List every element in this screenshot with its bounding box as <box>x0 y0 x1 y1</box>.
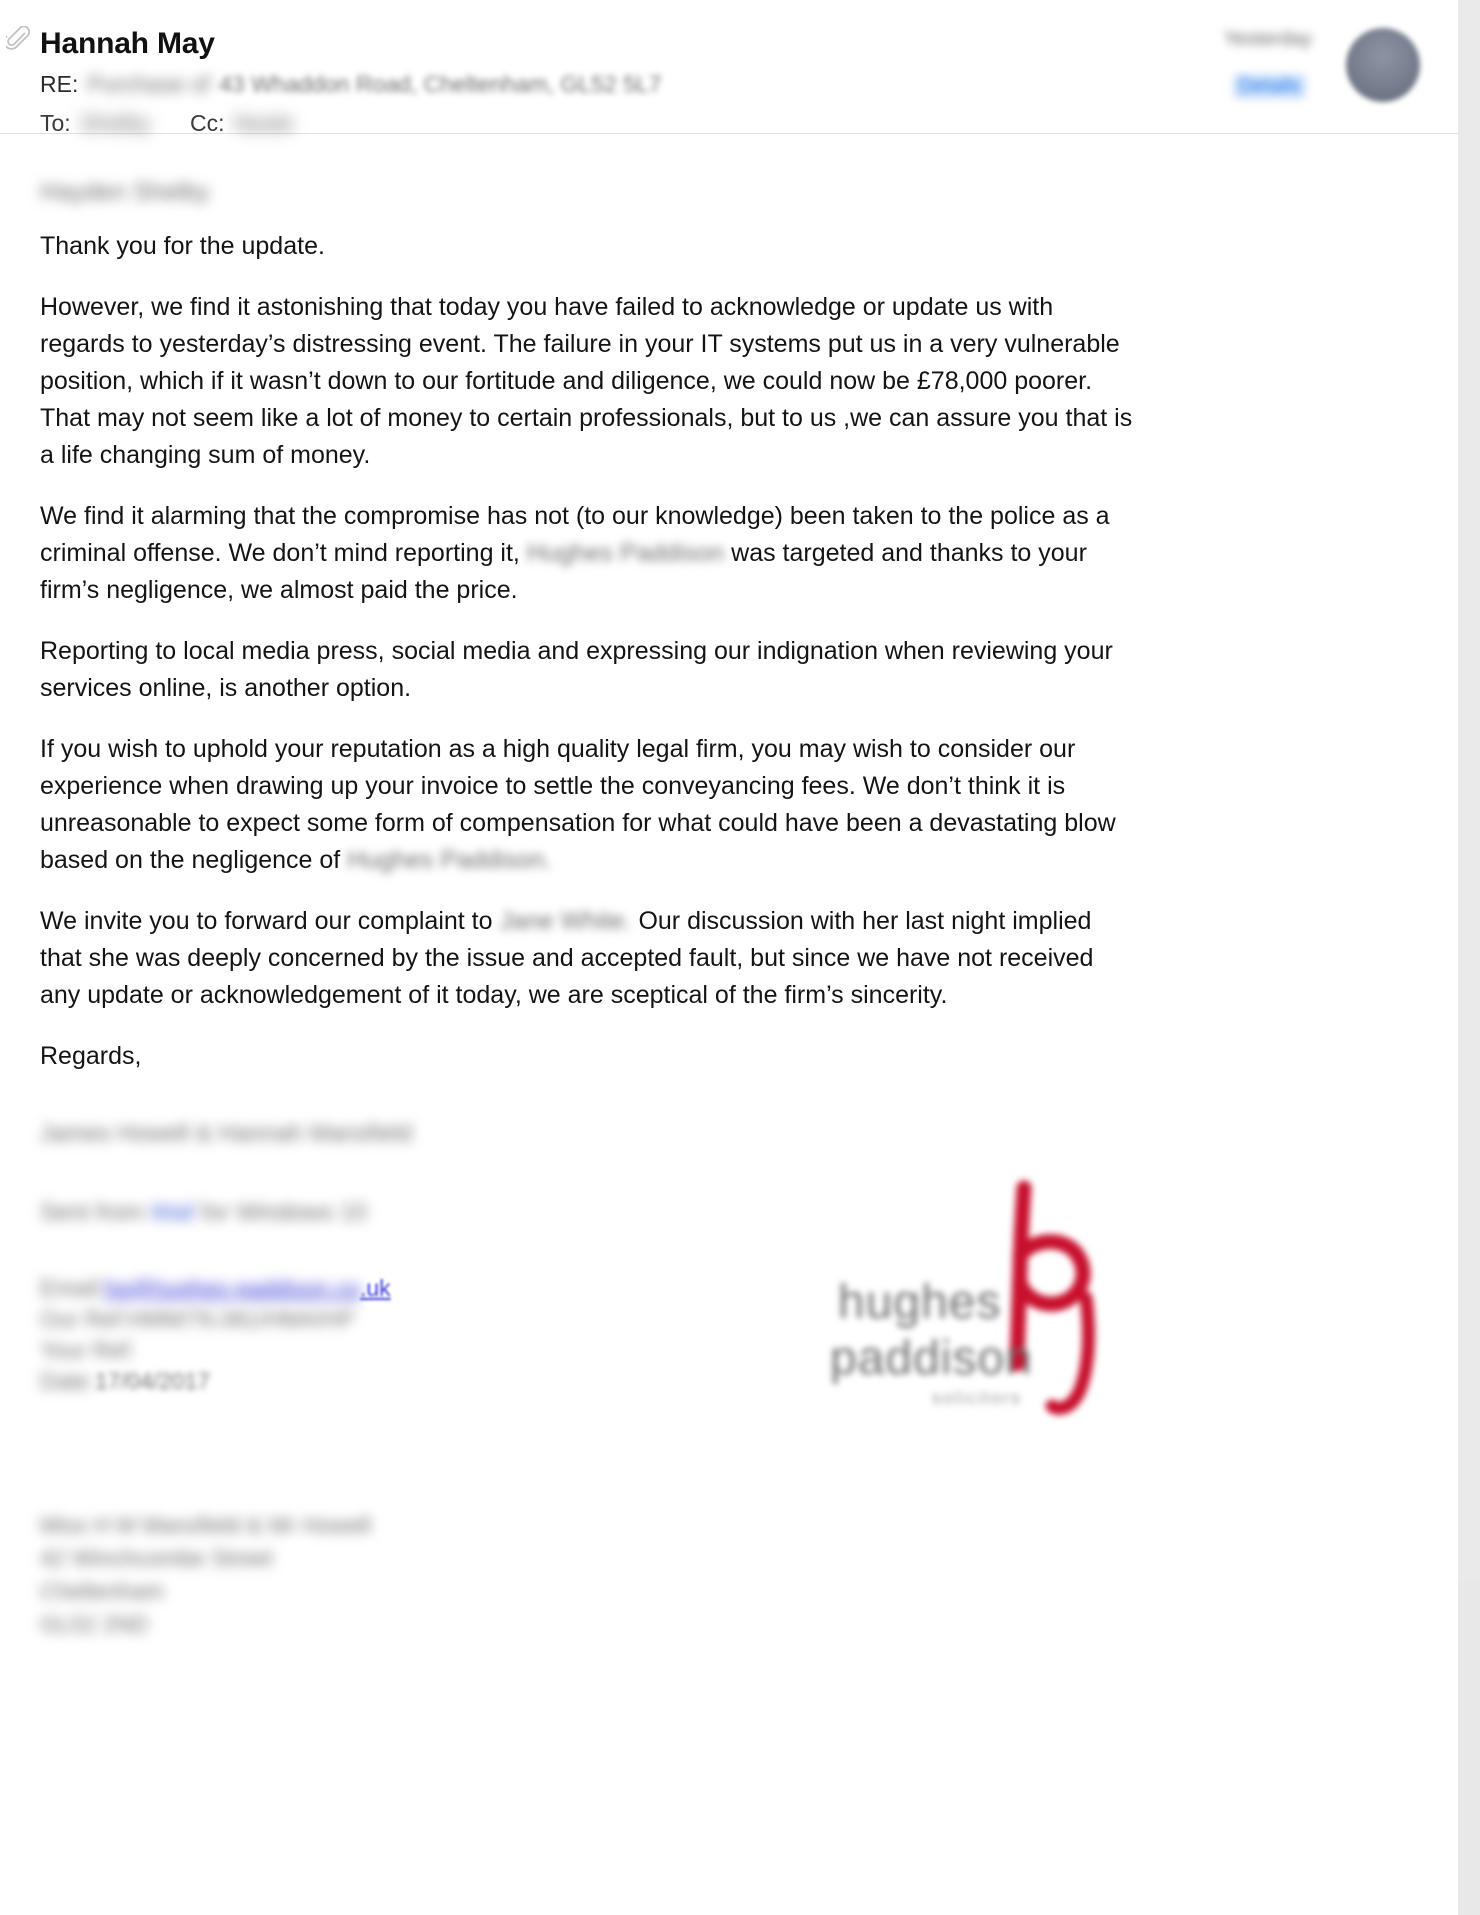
signature-details <box>40 1273 1418 1397</box>
address-line-text: 42 Winchcombe Street <box>40 1545 273 1571</box>
scroll-gutter[interactable] <box>1458 0 1480 1915</box>
email-address-link[interactable]: hp@hughes-paddison.co <box>103 1275 360 1301</box>
message-header <box>0 0 1458 134</box>
salutation <box>40 174 1418 204</box>
your-ref-label: Your Ref: <box>40 1337 136 1363</box>
paragraph-reporting: Reporting to local media press, social media and expressing our indignation when reviewing your services online, is another option. <box>40 637 1113 702</box>
signature-email-row <box>40 1273 1418 1304</box>
salutation-text: Hayden Shelby <box>40 178 210 206</box>
paragraph-alarming-part2: was targeted and thanks to your firm’s negligence, we almost paid the price. <box>40 539 1087 604</box>
paragraph-alarming <box>40 498 1138 609</box>
subject-label: RE: <box>40 70 79 97</box>
paragraph-uphold <box>40 731 1138 879</box>
address-line <box>40 1608 1418 1641</box>
address-line-text: Cheltenham <box>40 1578 165 1604</box>
address-line-text: GL52 2ND <box>40 1611 149 1637</box>
to-label: To: <box>40 109 71 136</box>
to-value[interactable]: Shelby <box>79 109 151 136</box>
paragraph-invite-part1: We invite you to forward our complaint to <box>40 907 500 935</box>
cc-label: Cc: <box>190 109 225 136</box>
paragraph-invite-part2: Our discussion with her last night implied that she was deeply concerned by the issue and accepted fault, but since we have not received any update or acknowledgement of it today, we are sceptical of the firm’s sincerity. <box>40 907 1094 1009</box>
message-timestamp: Yesterday <box>1223 28 1312 50</box>
paragraph-thanks: Thank you for the update. <box>40 232 325 260</box>
paragraph-however: However, we find it astonishing that today you have failed to acknowledge or update us with regards to yesterday’s distressing event. The failure in your IT systems put us in a very vulnerable position, which if it wasn’t down to our fortitude and diligence, we could now be £78,000 poorer. That may not seem like a lot of money to certain professionals, but to us ,we can assure you that is a life changing sum of money. <box>40 293 1133 469</box>
svg-text:hughes: hughes <box>838 1276 1002 1329</box>
email-label: Email: <box>40 1275 104 1301</box>
sent-from-app: Mail <box>150 1199 195 1226</box>
paragraph-alarming-part1: We find it alarming that the compromise has not (to our knowledge) been taken to the police as a criminal offense. We don’t mind reporting it, <box>40 502 1110 567</box>
address-line <box>40 1575 1418 1608</box>
avatar[interactable] <box>1346 28 1420 102</box>
sender-name: Hannah May <box>40 27 215 60</box>
scrollbar-track[interactable] <box>1458 0 1480 1580</box>
subject-text: 43 Whaddon Road, Cheltenham, GL52 5L7 <box>219 70 662 97</box>
date-value: 17/04/2017 <box>94 1368 211 1394</box>
header-meta <box>1102 14 1432 124</box>
message-body <box>0 174 1458 1641</box>
closing-regards: Regards, <box>40 1042 142 1070</box>
date-label: Date: <box>40 1368 95 1394</box>
subject-redacted-prefix: Purchase of <box>87 70 211 97</box>
address-line <box>40 1542 1418 1575</box>
address-line-text: Miss H M Mansfield & Mr Howell <box>40 1512 371 1538</box>
paragraph-uphold-redaction: Hughes Paddison. <box>347 846 552 874</box>
signature-sent-from <box>40 1194 1418 1231</box>
hughes-paddison-logo <box>828 1178 1128 1428</box>
signature-your-ref-row <box>40 1335 1418 1366</box>
signature-names-text: James Howell & Hannah Mansfield <box>40 1120 413 1147</box>
email-address-suffix[interactable]: .uk <box>360 1275 391 1301</box>
paperclip-icon <box>6 26 30 50</box>
signature-our-ref-row <box>40 1304 1418 1335</box>
paragraph-uphold-part1: If you wish to uphold your reputation as a high quality legal firm, you may wish to consider our experience when drawing up your invoice to settle the conveyancing fees. We don’t think it is unreasonable to expect some form of compensation for what could have been a devastating blow based on the negligence of <box>40 735 1116 874</box>
paragraph-invite <box>40 903 1138 1014</box>
sent-from-prefix: Sent from <box>40 1199 151 1226</box>
address-line <box>40 1509 1418 1542</box>
details-link[interactable]: Details <box>1233 74 1306 99</box>
our-ref-label: Our Ref: <box>40 1306 127 1332</box>
cc-value[interactable]: Neale <box>233 109 294 136</box>
signature-names <box>40 1115 1418 1152</box>
sent-from-suffix: for Windows 10 <box>194 1199 367 1226</box>
signature-address <box>40 1509 1418 1641</box>
svg-text:paddison: paddison <box>830 1332 1033 1385</box>
svg-text:solicitors: solicitors <box>932 1388 1023 1408</box>
signature-date-row <box>40 1366 1418 1397</box>
paragraph-alarming-redaction: Hughes Paddison <box>526 539 725 567</box>
our-ref-value: HMM/76.081/HMA/HP <box>126 1306 355 1332</box>
paragraph-invite-redaction: Jane White. <box>499 907 632 935</box>
